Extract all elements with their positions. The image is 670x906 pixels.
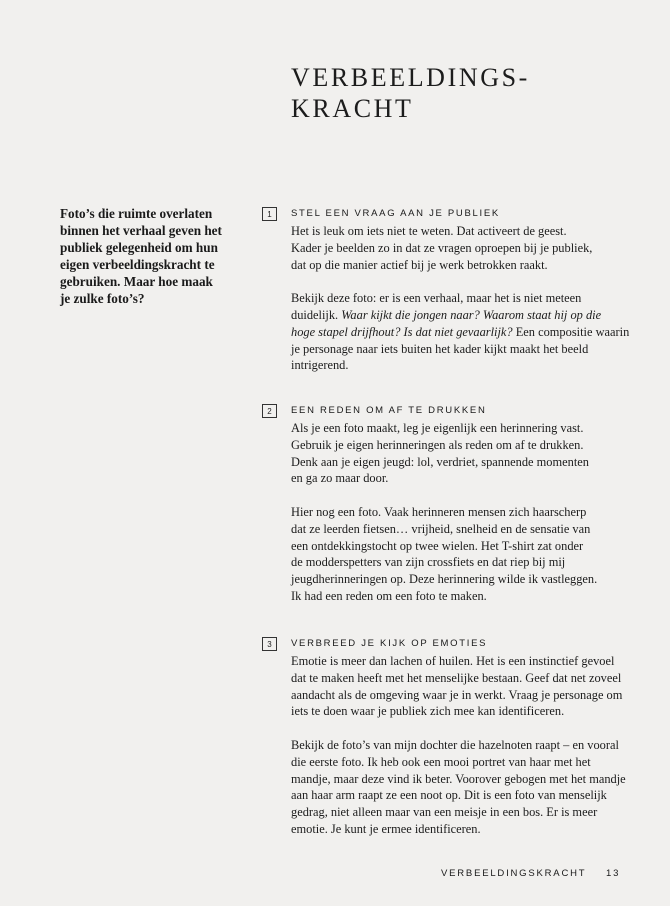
section-header [262, 207, 632, 223]
section-number-box: 2 [262, 404, 277, 418]
title-line-2: KRACHT [291, 94, 414, 123]
section-header [262, 637, 632, 653]
section-paragraph: Het is leuk om iets niet te weten. Dat activeert de geest. Kader je beelden zo in dat ze vragen oproepen bij je publiek, dat op die manier actief bij je werk betrokken raakt. [291, 224, 593, 272]
section-paragraph [291, 290, 632, 374]
section-paragraph: Hier nog een foto. Vaak herinneren mensen zich haarscherp dat ze leerden fietsen… vrijheid, snelheid en de sensatie van een ontdekkingstocht op twee wielen. Het T-shirt zat onder de modderspetters van zijn crossfiets en dat riep bij mij jeugdherinneringen op. Deze herinnering wilde ik vastleggen. Ik had een reden om een foto te maken. [291, 504, 598, 603]
paragraph-italic-text: Waar kijkt die jongen naar? Waarom staat hij op die hoge stapel drijfhout? Is dat niet gevaarlijk? [291, 307, 602, 339]
section-number-box: 1 [262, 207, 277, 221]
section-paragraph: Emotie is meer dan lachen of huilen. Het is een instinctief gevoel dat te maken heeft met het menselijke bestaan. Geef dat net zoveel aandacht als de omgeving waar je in werkt. Vraag je personage om iets te doen waar je publiek zich mee kan identificeren. [291, 654, 623, 719]
footer-running-title: VERBEELDINGSKRACHT [441, 868, 587, 879]
section-header [262, 404, 632, 420]
page-title [291, 62, 530, 124]
paragraph-text: Bekijk deze foto: er is een verhaal, maar het is niet meteen duidelijk. [291, 291, 582, 322]
paragraph-text: Een compositie waarin je personage naar iets buiten het kader kijkt maakt het beeld intrigerend. [291, 324, 630, 373]
section-paragraph: Als je een foto maakt, leg je eigenlijk een herinnering vast. Gebruik je eigen herinneringen als reden om af te drukken. Denk aan je eigen jeugd: lol, verdriet, spannende momenten en ga zo maar door. [291, 421, 589, 486]
section-3 [262, 637, 632, 838]
section-heading: EEN REDEN OM AF TE DRUKKEN [291, 405, 487, 416]
section-2 [262, 404, 632, 605]
sidebar-intro: Foto’s die ruimte overlaten binnen het verhaal geven het publiek gelegenheid om hun eigen verbeeldingskracht te gebruiken. Maar hoe maak je zulke foto’s? [60, 206, 222, 306]
section-number-box: 3 [262, 637, 277, 651]
title-line-1: VERBEELDINGS- [291, 63, 530, 92]
section-paragraph: Bekijk de foto’s van mijn dochter die hazelnoten raapt – en vooral die eerste foto. Ik heb ook een mooi portret van haar met het mandje, maar deze vind ik beter. Voorover gebogen met het mandje aan haar arm raapt ze een noot op. Dit is een foto van menselijk gedrag, niet alleen maar van een meisje in een bos. Er is meer emotie. Je kunt je ermee identificeren. [291, 737, 626, 836]
section-heading: VERBREED JE KIJK OP EMOTIES [291, 638, 488, 649]
page-number: 13 [606, 868, 621, 879]
section-1 [262, 207, 632, 374]
section-heading: STEL EEN VRAAG AAN JE PUBLIEK [291, 208, 500, 219]
